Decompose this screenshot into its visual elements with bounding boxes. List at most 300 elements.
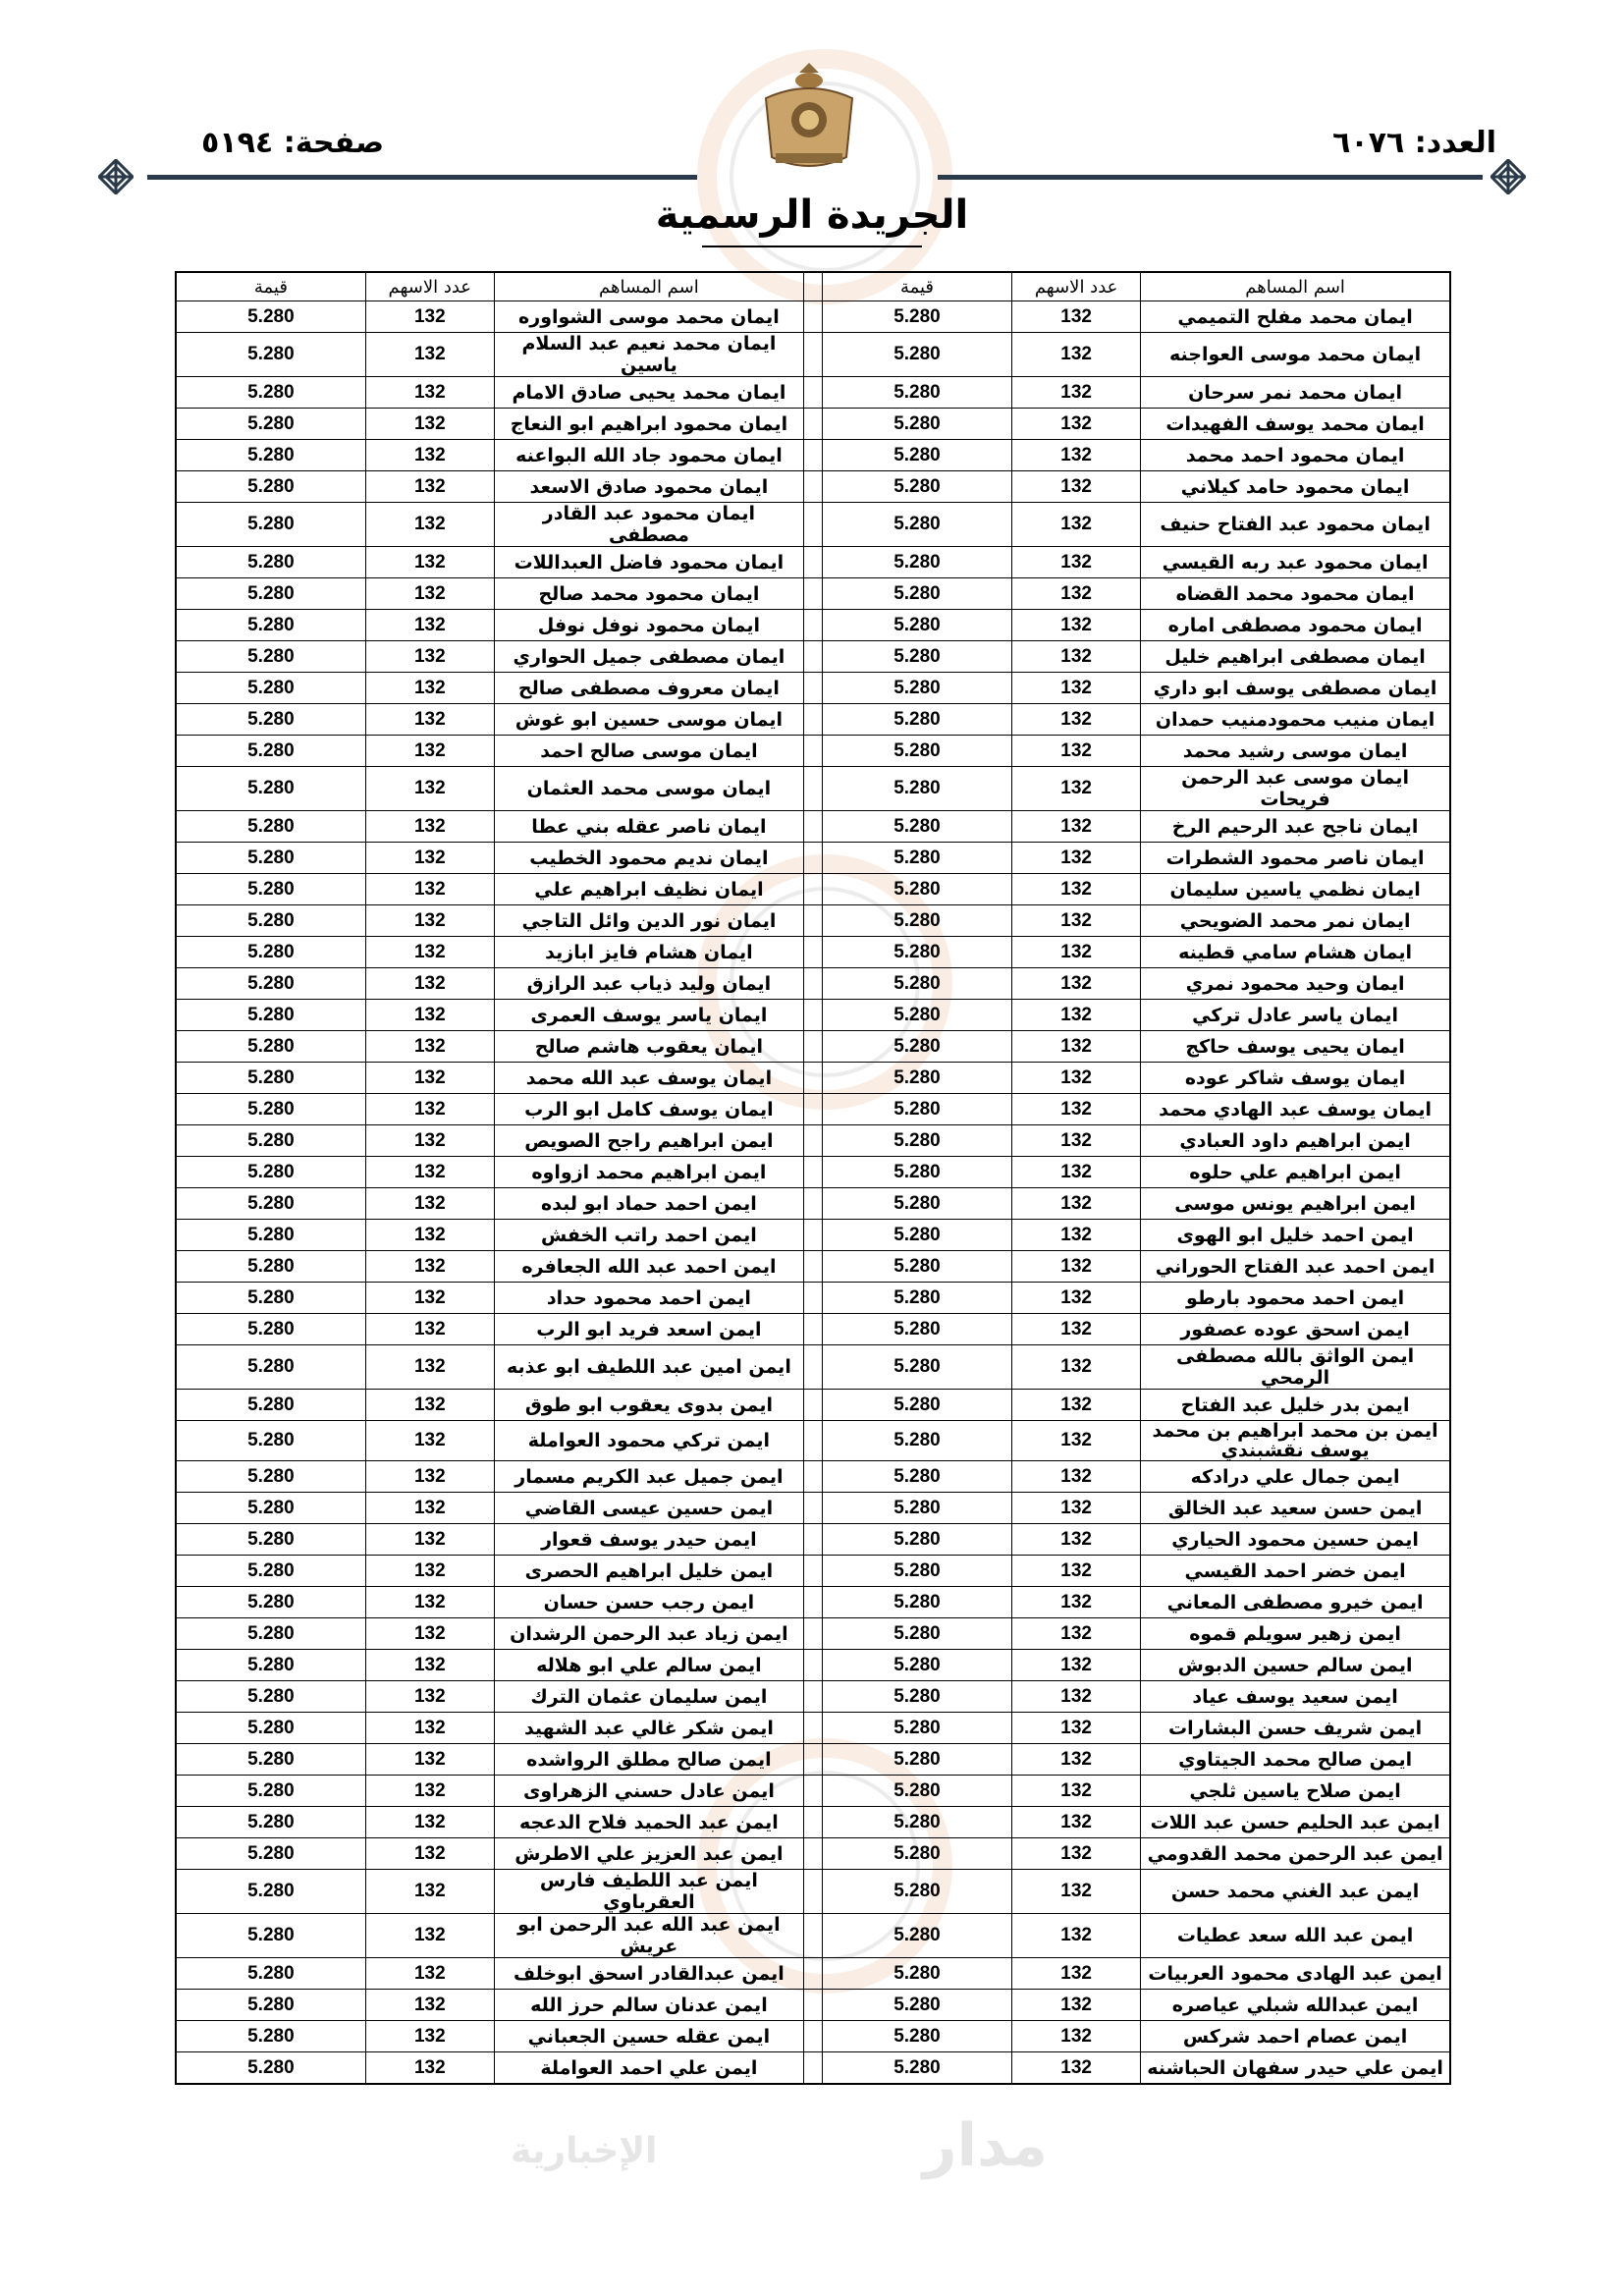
column-gap [803,1461,822,1493]
column-gap [803,1188,822,1220]
column-header-value: قيمة [822,272,1011,301]
left-name-cell: ايمان موسى حسين ابو غوش [494,704,803,736]
column-gap [803,968,822,1000]
right-value-cell: 5.280 [822,1000,1011,1031]
column-gap [803,1524,822,1556]
left-name-cell: ايمن احمد عبد الله الجعافره [494,1251,803,1283]
right-value-cell: 5.280 [822,767,1011,811]
left-shares-cell: 132 [365,1990,494,2021]
left-name-cell: ايمان نظيف ابراهيم علي [494,874,803,905]
right-shares-cell: 132 [1012,1094,1141,1125]
column-header-shares: عدد الاسهم [1012,272,1141,301]
left-name-cell: ايمن ابراهيم راجح الصويص [494,1125,803,1157]
left-name-cell: ايمن زياد عبد الرحمن الرشدان [494,1618,803,1650]
left-name-cell: ايمن شكر غالي عبد الشهيد [494,1713,803,1744]
right-name-cell: ايمن بن محمد ابراهيم بن محمد يوسف نقشبندي [1141,1421,1450,1461]
right-value-cell: 5.280 [822,1188,1011,1220]
left-value-cell: 5.280 [176,2052,365,2085]
right-name-cell: ايمان يوسف عبد الهادي محمد [1141,1094,1450,1125]
right-shares-cell: 132 [1012,610,1141,641]
right-name-cell: ايمن ابراهيم يونس موسى [1141,1188,1450,1220]
right-value-cell: 5.280 [822,1914,1011,1958]
left-value-cell: 5.280 [176,968,365,1000]
left-name-cell: ايمان هشام فايز ابازيد [494,937,803,968]
column-gap [803,471,822,503]
table-row [176,704,1450,736]
right-shares-cell: 132 [1012,1493,1141,1524]
left-name-cell: ايمن عبد الله عبد الرحمن ابو عريش [494,1914,803,1958]
column-gap [803,503,822,547]
table-row [176,2052,1450,2085]
left-name-cell: ايمن احمد حماد ابو لبده [494,1188,803,1220]
table-row [176,1914,1450,1958]
left-value-cell: 5.280 [176,704,365,736]
table-row [176,1587,1450,1618]
column-gap [803,333,822,377]
table-row [176,1188,1450,1220]
column-gap [803,1000,822,1031]
left-shares-cell: 132 [365,1776,494,1807]
left-shares-cell: 132 [365,610,494,641]
right-name-cell: ايمان مصطفى يوسف ابو داري [1141,673,1450,704]
right-name-cell: ايمان منيب محمودمنيب حمدان [1141,704,1450,736]
right-value-cell: 5.280 [822,440,1011,471]
left-name-cell: ايمان محمد يحيى صادق الامام [494,377,803,409]
right-shares-cell: 132 [1012,1283,1141,1314]
right-shares-cell: 132 [1012,1314,1141,1345]
right-shares-cell: 132 [1012,1870,1141,1914]
left-shares-cell: 132 [365,968,494,1000]
right-shares-cell: 132 [1012,1618,1141,1650]
table-row [176,440,1450,471]
watermark-text: مدار [923,2111,1048,2180]
table-row [176,547,1450,578]
left-value-cell: 5.280 [176,610,365,641]
right-value-cell: 5.280 [822,1807,1011,1838]
left-name-cell: ايمان وليد ذياب عبد الرازق [494,968,803,1000]
page-number: صفحة: ٥١٩٤ [201,126,385,160]
left-value-cell: 5.280 [176,1838,365,1870]
right-shares-cell: 132 [1012,937,1141,968]
table-body [176,301,1450,2085]
left-value-cell: 5.280 [176,1421,365,1461]
table-row [176,1807,1450,1838]
left-shares-cell: 132 [365,1283,494,1314]
coat-of-arms-icon [756,59,862,175]
column-gap [803,1556,822,1587]
column-gap [803,1283,822,1314]
column-gap [803,937,822,968]
right-value-cell: 5.280 [822,1421,1011,1461]
right-value-cell: 5.280 [822,1345,1011,1390]
left-name-cell: ايمان نور الدين وائل التاجي [494,905,803,937]
left-shares-cell: 132 [365,1493,494,1524]
right-name-cell: ايمان يوسف شاكر عوده [1141,1063,1450,1094]
left-shares-cell: 132 [365,440,494,471]
watermark-subtext: الإخبارية [511,2131,658,2171]
left-shares-cell: 132 [365,503,494,547]
column-gap [803,1125,822,1157]
left-shares-cell: 132 [365,937,494,968]
column-gap [803,843,822,874]
right-value-cell: 5.280 [822,503,1011,547]
table-row [176,333,1450,377]
right-value-cell: 5.280 [822,1157,1011,1188]
left-name-cell: ايمان يعقوب هاشم صالح [494,1031,803,1063]
right-name-cell: ايمان محمد مفلح التميمي [1141,301,1450,333]
table-row [176,905,1450,937]
right-shares-cell: 132 [1012,641,1141,673]
left-value-cell: 5.280 [176,578,365,610]
table-row [176,1157,1450,1188]
left-shares-cell: 132 [365,1587,494,1618]
left-name-cell: ايمان موسى محمد العثمان [494,767,803,811]
left-value-cell: 5.280 [176,2021,365,2052]
left-value-cell: 5.280 [176,1220,365,1251]
left-shares-cell: 132 [365,1524,494,1556]
left-name-cell: ايمان محمود ابراهيم ابو النعاج [494,409,803,440]
right-shares-cell: 132 [1012,1914,1141,1958]
right-name-cell: ايمان محمود عبد ربه القيسي [1141,547,1450,578]
right-value-cell: 5.280 [822,1094,1011,1125]
left-value-cell: 5.280 [176,1744,365,1776]
right-shares-cell: 132 [1012,1157,1141,1188]
right-value-cell: 5.280 [822,1870,1011,1914]
left-name-cell: ايمان موسى صالح احمد [494,736,803,767]
header-rule-right [938,175,1483,180]
right-shares-cell: 132 [1012,1461,1141,1493]
right-shares-cell: 132 [1012,843,1141,874]
right-name-cell: ايمن خيرو مصطفى المعاني [1141,1587,1450,1618]
left-name-cell: ايمن جميل عبد الكريم مسمار [494,1461,803,1493]
left-value-cell: 5.280 [176,503,365,547]
right-value-cell: 5.280 [822,2052,1011,2085]
column-gap [803,409,822,440]
left-shares-cell: 132 [365,1958,494,1990]
column-gap [803,767,822,811]
column-gap [803,1493,822,1524]
left-shares-cell: 132 [365,1157,494,1188]
column-gap [803,440,822,471]
left-value-cell: 5.280 [176,673,365,704]
left-value-cell: 5.280 [176,1650,365,1681]
right-value-cell: 5.280 [822,937,1011,968]
right-shares-cell: 132 [1012,704,1141,736]
left-value-cell: 5.280 [176,1094,365,1125]
left-value-cell: 5.280 [176,1251,365,1283]
table-row [176,1650,1450,1681]
right-name-cell: ايمن حسين محمود الحياري [1141,1524,1450,1556]
left-name-cell: ايمان مصطفى جميل الحواري [494,641,803,673]
right-shares-cell: 132 [1012,578,1141,610]
left-shares-cell: 132 [365,1345,494,1390]
column-gap [803,1838,822,1870]
right-shares-cell: 132 [1012,1063,1141,1094]
right-name-cell: ايمن عبد الرحمن محمد القدومي [1141,1838,1450,1870]
column-gap [803,377,822,409]
table-row [176,1220,1450,1251]
left-shares-cell: 132 [365,1713,494,1744]
right-shares-cell: 132 [1012,1345,1141,1390]
right-name-cell: ايمن ابراهيم داود العبادي [1141,1125,1450,1157]
right-shares-cell: 132 [1012,874,1141,905]
left-name-cell: ايمن سالم علي ابو هلاله [494,1650,803,1681]
left-shares-cell: 132 [365,2021,494,2052]
page-title: الجريدة الرسمية [655,192,969,238]
left-shares-cell: 132 [365,578,494,610]
right-name-cell: ايمان ياسر عادل تركي [1141,1000,1450,1031]
left-shares-cell: 132 [365,471,494,503]
column-gap [803,1314,822,1345]
left-value-cell: 5.280 [176,1390,365,1421]
table-row [176,2021,1450,2052]
right-value-cell: 5.280 [822,301,1011,333]
right-shares-cell: 132 [1012,673,1141,704]
right-shares-cell: 132 [1012,1421,1141,1461]
left-name-cell: ايمن عبد العزيز علي الاطرش [494,1838,803,1870]
table-row [176,1063,1450,1094]
right-value-cell: 5.280 [822,1618,1011,1650]
left-value-cell: 5.280 [176,767,365,811]
right-shares-cell: 132 [1012,1220,1141,1251]
right-shares-cell: 132 [1012,2052,1141,2085]
left-value-cell: 5.280 [176,547,365,578]
table-row [176,377,1450,409]
right-value-cell: 5.280 [822,968,1011,1000]
right-shares-cell: 132 [1012,1188,1141,1220]
left-value-cell: 5.280 [176,1870,365,1914]
left-shares-cell: 132 [365,1063,494,1094]
left-value-cell: 5.280 [176,1493,365,1524]
right-name-cell: ايمان ناصر محمود الشطرات [1141,843,1450,874]
left-value-cell: 5.280 [176,1345,365,1390]
right-name-cell: ايمان محمد نمر سرحان [1141,377,1450,409]
right-name-cell: ايمن صالح محمد الجيتاوي [1141,1744,1450,1776]
table-row [176,874,1450,905]
column-gap [803,1958,822,1990]
right-name-cell: ايمن ابراهيم علي حلوه [1141,1157,1450,1188]
right-name-cell: ايمن سعيد يوسف عياد [1141,1681,1450,1713]
left-value-cell: 5.280 [176,736,365,767]
right-name-cell: ايمان محمد يوسف الفهيدات [1141,409,1450,440]
right-shares-cell: 132 [1012,1958,1141,1990]
left-shares-cell: 132 [365,1556,494,1587]
table-row [176,1744,1450,1776]
right-value-cell: 5.280 [822,578,1011,610]
right-value-cell: 5.280 [822,1283,1011,1314]
title-underline [702,246,922,247]
column-gap [803,1390,822,1421]
left-name-cell: ايمن حسين عيسى القاضي [494,1493,803,1524]
column-gap [803,1220,822,1251]
left-name-cell: ايمن عقله حسين الجعباني [494,2021,803,2052]
right-shares-cell: 132 [1012,440,1141,471]
left-value-cell: 5.280 [176,1713,365,1744]
right-value-cell: 5.280 [822,704,1011,736]
right-shares-cell: 132 [1012,1776,1141,1807]
table-row [176,1556,1450,1587]
header-rule-left [147,175,697,180]
column-gap [803,1914,822,1958]
column-gap [803,1776,822,1807]
right-shares-cell: 132 [1012,1556,1141,1587]
right-shares-cell: 132 [1012,767,1141,811]
right-value-cell: 5.280 [822,1314,1011,1345]
right-name-cell: ايمن خضر احمد القيسي [1141,1556,1450,1587]
table-row [176,1618,1450,1650]
table-row [176,1870,1450,1914]
table-row [176,578,1450,610]
right-name-cell: ايمان مصطفى ابراهيم خليل [1141,641,1450,673]
right-shares-cell: 132 [1012,1650,1141,1681]
right-shares-cell: 132 [1012,1125,1141,1157]
table-row [176,1958,1450,1990]
table-row [176,767,1450,811]
left-shares-cell: 132 [365,1188,494,1220]
left-value-cell: 5.280 [176,1000,365,1031]
right-value-cell: 5.280 [822,736,1011,767]
table-header-row [176,272,1450,301]
table-row [176,409,1450,440]
right-value-cell: 5.280 [822,1556,1011,1587]
left-value-cell: 5.280 [176,1618,365,1650]
column-gap [803,1251,822,1283]
left-shares-cell: 132 [365,1618,494,1650]
left-shares-cell: 132 [365,905,494,937]
left-shares-cell: 132 [365,1838,494,1870]
left-shares-cell: 132 [365,333,494,377]
right-value-cell: 5.280 [822,1125,1011,1157]
column-gap [803,1870,822,1914]
right-shares-cell: 132 [1012,471,1141,503]
column-header-name: اسم المساهم [1141,272,1450,301]
left-shares-cell: 132 [365,1461,494,1493]
left-value-cell: 5.280 [176,1681,365,1713]
table-row [176,1345,1450,1390]
left-name-cell: ايمن صالح مطلق الرواشده [494,1744,803,1776]
table-row [176,1493,1450,1524]
column-gap [803,1744,822,1776]
table-row [176,610,1450,641]
left-name-cell: ايمن خليل ابراهيم الحصرى [494,1556,803,1587]
table-row [176,1094,1450,1125]
table-row [176,1776,1450,1807]
shareholders-table [175,271,1451,2085]
table-row [176,736,1450,767]
table-row [176,673,1450,704]
right-name-cell: ايمن حسن سعيد عبد الخالق [1141,1493,1450,1524]
knot-ornament-icon [98,159,134,194]
right-name-cell: ايمن علي حيدر سفهان الحباشنه [1141,2052,1450,2085]
left-shares-cell: 132 [365,1220,494,1251]
left-name-cell: ايمن عادل حسني الزهراوى [494,1776,803,1807]
right-name-cell: ايمن عبد الهادى محمود العربيات [1141,1958,1450,1990]
left-shares-cell: 132 [365,874,494,905]
table-row [176,471,1450,503]
left-shares-cell: 132 [365,301,494,333]
left-shares-cell: 132 [365,1744,494,1776]
right-shares-cell: 132 [1012,1744,1141,1776]
left-value-cell: 5.280 [176,811,365,843]
right-name-cell: ايمان موسى عبد الرحمن فريحات [1141,767,1450,811]
right-shares-cell: 132 [1012,1807,1141,1838]
table-row [176,811,1450,843]
column-gap [803,1063,822,1094]
column-gap [803,1713,822,1744]
left-value-cell: 5.280 [176,1188,365,1220]
left-name-cell: ايمان محمد نعيم عبد السلام ياسين [494,333,803,377]
right-shares-cell: 132 [1012,1713,1141,1744]
left-value-cell: 5.280 [176,1283,365,1314]
right-name-cell: ايمان محمود احمد محمد [1141,440,1450,471]
left-value-cell: 5.280 [176,937,365,968]
right-shares-cell: 132 [1012,1251,1141,1283]
left-value-cell: 5.280 [176,333,365,377]
left-shares-cell: 132 [365,409,494,440]
column-header-value: قيمة [176,272,365,301]
table-row [176,937,1450,968]
left-shares-cell: 132 [365,811,494,843]
column-gap [803,1990,822,2021]
column-gap [803,704,822,736]
left-value-cell: 5.280 [176,1157,365,1188]
issue-number: العدد: ٦٠٧٦ [1332,126,1496,160]
left-shares-cell: 132 [365,767,494,811]
left-value-cell: 5.280 [176,1031,365,1063]
right-name-cell: ايمن عبد الغني محمد حسن [1141,1870,1450,1914]
left-shares-cell: 132 [365,736,494,767]
right-value-cell: 5.280 [822,641,1011,673]
right-value-cell: 5.280 [822,1220,1011,1251]
right-name-cell: ايمان موسى رشيد محمد [1141,736,1450,767]
column-gap [803,547,822,578]
column-gap [803,1618,822,1650]
right-value-cell: 5.280 [822,1744,1011,1776]
right-value-cell: 5.280 [822,547,1011,578]
right-name-cell: ايمن عبدالله شبلي عياصره [1141,1990,1450,2021]
left-name-cell: ايمن احمد محمود حداد [494,1283,803,1314]
left-shares-cell: 132 [365,1807,494,1838]
table-row [176,1838,1450,1870]
left-name-cell: ايمن علي احمد العواملة [494,2052,803,2085]
table-row [176,503,1450,547]
right-value-cell: 5.280 [822,377,1011,409]
table-row [176,1421,1450,1461]
right-value-cell: 5.280 [822,673,1011,704]
right-shares-cell: 132 [1012,905,1141,937]
table-row [176,301,1450,333]
right-shares-cell: 132 [1012,2021,1141,2052]
left-shares-cell: 132 [365,1031,494,1063]
column-gap [803,811,822,843]
left-value-cell: 5.280 [176,1587,365,1618]
right-value-cell: 5.280 [822,409,1011,440]
left-name-cell: ايمان محمود عبد القادر مصطفى [494,503,803,547]
left-shares-cell: 132 [365,1000,494,1031]
column-gap [803,1421,822,1461]
left-value-cell: 5.280 [176,1914,365,1958]
right-value-cell: 5.280 [822,1713,1011,1744]
right-name-cell: ايمان محمود عبد الفتاح حنيف [1141,503,1450,547]
table-row [176,1390,1450,1421]
column-gap [803,1681,822,1713]
column-gap [803,1650,822,1681]
right-value-cell: 5.280 [822,1838,1011,1870]
left-shares-cell: 132 [365,1421,494,1461]
left-shares-cell: 132 [365,673,494,704]
left-name-cell: ايمن عبد اللطيف فارس العقرباوي [494,1870,803,1914]
column-gap [803,1345,822,1390]
